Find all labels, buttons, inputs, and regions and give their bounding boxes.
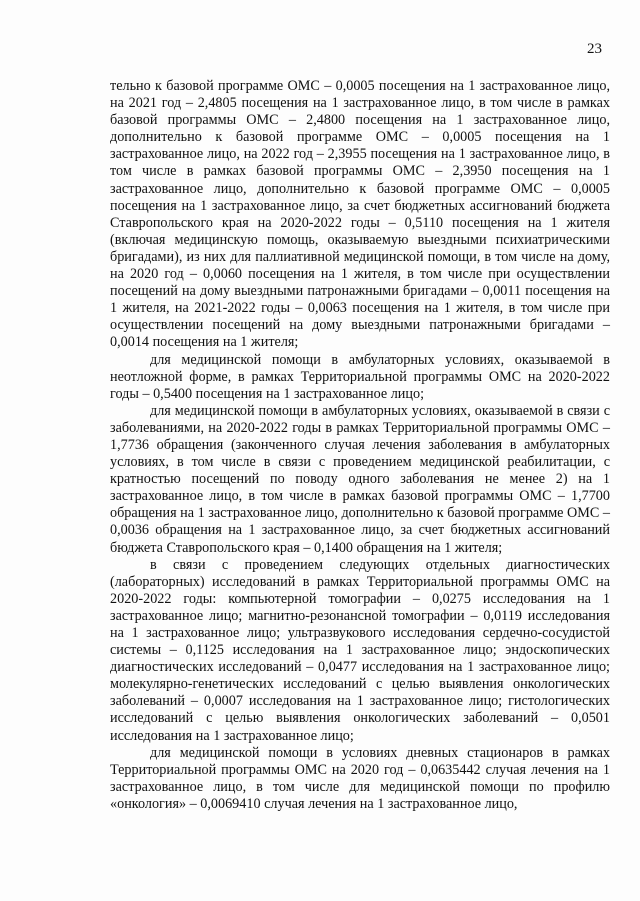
paragraph-emergency-care: для медицинской помощи в амбулаторных условиях, оказываемой в неотложной форме, в рамках Территориальной программы ОМС на 2020-2022 годы – 0,5400 посещения на 1 застрахованное лицо; [110, 351, 610, 402]
page-number: 23 [587, 41, 602, 57]
paragraph-day-hospital: для медицинской помощи в условиях дневных стационаров в рамках Территориальной программы ОМС на 2020 год – 0,0635442 случая лечения на 1 застрахованное лицо, в том числе для медицинской помощи по профилю «онкология» – 0,0069410 случая лечения на 1 застрахованное лицо, [110, 744, 610, 812]
paragraph-continuation: тельно к базовой программе ОМС – 0,0005 посещения на 1 застрахованное лицо, на 2021 год – 2,4805 посещения на 1 застрахованное лицо, в том числе в рамках базовой программы ОМС – 2,4800 посещения на 1 застрахованное лицо, дополнительно к базовой программе ОМС – 0,0005 посещения на 1 застрахованное лицо, на 2022 год – 2,3955 посещения на 1 застрахованное лицо, в том числе в рамках базовой программы ОМС – 2,3950 посещения на 1 застрахованное лицо, дополнительно к базовой программе ОМС – 0,0005 посещения на 1 застрахованное лицо, за счет бюджетных ассигнований бюджета Ставропольского края на 2020-2022 годы – 0,5110 посещения на 1 жителя (включая медицинскую помощь, оказываемую выездными психиатрическими бригадами), из них для паллиативной медицинской помощи, в том числе на дому, на 2020 год – 0,0060 посещения на 1 жителя, в том числе при осуществлении посещений на дому выездными патронажными бригадами – 0,0011 посещения на 1 жителя, на 2021-2022 годы – 0,0063 посещения на 1 жителя, в том числе при осуществлении посещений на дому выездными патронажными бригадами – 0,0014 посещения на 1 жителя; [110, 78, 610, 351]
paragraph-disease-care: для медицинской помощи в амбулаторных условиях, оказываемой в связи с заболеваниями, на 2020-2022 годы в рамках Территориальной программы ОМС – 1,7736 обращения (законченного случая лечения заболевания в амбулаторных условиях, в том числе в связи с проведением медицинской реабилитации, с кратностью посещений по поводу одного заболевания не менее 2) на 1 застрахованное лицо, в том числе в рамках базовой программы ОМС – 1,7700 обращения на 1 застрахованное лицо, дополнительно к базовой программе ОМС – 0,0036 обращения на 1 застрахованное лицо, за счет бюджетных ассигнований бюджета Ставропольского края – 0,1400 обращения на 1 жителя; [110, 402, 610, 556]
document-body [110, 78, 610, 813]
paragraph-diagnostic-studies: в связи с проведением следующих отдельных диагностических (лабораторных) исследований в рамках Территориальной программы ОМС на 2020-2022 годы: компьютерной томографии – 0,0275 исследования на 1 застрахованное лицо; магнитно-резонансной томографии – 0,0119 исследования на 1 застрахованное лицо; ультразвукового исследования сердечно-сосудистой системы – 0,1125 исследования на 1 застрахованное лицо; эндоскопических диагностических исследований – 0,0477 исследования на 1 застрахованное лицо; молекулярно-генетических исследований с целью выявления онкологических заболеваний – 0,0007 исследования на 1 застрахованное лицо; гистологических исследований с целью выявления онкологических заболеваний – 0,0501 исследования на 1 застрахованное лицо; [110, 556, 610, 744]
